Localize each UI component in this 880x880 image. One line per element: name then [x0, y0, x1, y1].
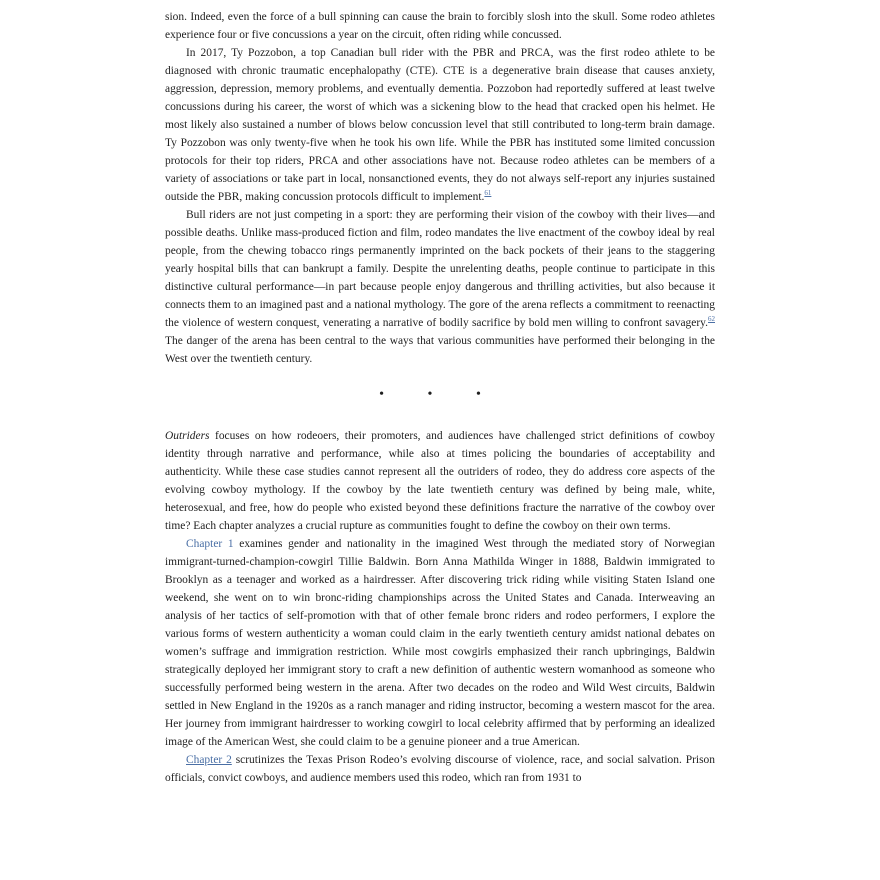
footnote-link-61[interactable]: 61: [484, 189, 492, 198]
paragraph-chapter-2: [165, 751, 715, 787]
paragraph-chapter-1-text: examines gender and nationality in the imagined West through the mediated story of Norwegian immigrant-turned-champion-cowgirl Tillie Baldwin. Born Anna Mathilda Winger in 1888, Baldwin immigrated to Brooklyn as a teenager and worked as a hairdresser. After discovering trick riding while visiting Staten Island one weekend, she went on to win bronc-riding championships across the United States and Canada. Interweaving an analysis of her tactics of self-promotion with that of other female bronc riders and rodeo performers, I explore the various forms of western authenticity a woman could claim in the early twentieth century amidst national debates on women’s suffrage and immigration restriction. While most cowgirls emphasized their ranch upbringings, Baldwin strategically deployed her immigrant story to craft a new definition of authentic western womanhood as someone who successfully performed being western in the arena. After two decades on the rodeo and Wild West circuits, Baldwin settled in New England in the 1920s as a ranch manager and riding instructor, becoming a western mascot for the area. Her journey from immigrant hairdresser to working cowgirl to local celebrity affirmed that by performing an idealized image of the American West, she could claim to be a genuine pioneer and a true American.: [165, 538, 715, 748]
paragraph-chapter-1: [165, 535, 715, 751]
paragraph-bull-riders: [165, 206, 715, 368]
paragraph-bull-riders-tail: The danger of the arena has been central to the ways that various communities have performed their belonging in the West over the twentieth century.: [165, 335, 715, 365]
paragraph-pozzobon-text: In 2017, Ty Pozzobon, a top Canadian bull rider with the PBR and PRCA, was the first rodeo athlete to be diagnosed with chronic traumatic encephalopathy (CTE). CTE is a degenerative brain disease that causes anxiety, aggression, depression, memory problems, and eventually dementia. Pozzobon had reportedly suffered at least twelve concussions during his career, the worst of which was a sickening blow to the head that cracked open his helmet. He most likely also sustained a number of blows below concussion level that still contributed to long-term brain damage. Ty Pozzobon was only twenty-five when he took his own life. While the PBR has instituted some limited concussion protocols for their top riders, PRCA and other associations have not. Because rodeo athletes can be members of a variety of associations or take part in local, nonsanctioned events, they do not always self-report any injuries sustained outside the PBR, making concussion protocols difficult to implement.: [165, 47, 715, 203]
chapter-2-link[interactable]: Chapter 2: [186, 754, 232, 766]
section-break-dots: • • •: [379, 387, 501, 402]
paragraph-outriders-intro: [165, 427, 715, 535]
paragraph-pozzobon: [165, 44, 715, 206]
footnote-link-62[interactable]: 62: [708, 315, 715, 324]
paragraph-outriders-intro-text: focuses on how rodeoers, their promoters, and audiences have challenged strict definitions of cowboy identity through narrative and performance, while also at times policing the boundaries of acceptability and authenticity. While these case studies cannot represent all the outriders of rodeo, they do address core aspects of the evolving cowboy mythology. If the cowboy by the late twentieth century was defined by being male, white, heterosexual, and free, how do people who existed beyond these definitions fracture the narrative of the cowboy over time? Each chapter analyzes a crucial rupture as communities fought to define the cowboy on their own terms.: [165, 430, 715, 532]
chapter-1-link[interactable]: Chapter 1: [186, 538, 234, 550]
book-page: [165, 8, 715, 787]
book-title-italic: Outriders: [165, 430, 210, 442]
paragraph-concussion-continued: sion. Indeed, even the force of a bull spinning can cause the brain to forcibly slosh into the skull. Some rodeo athletes experience four or five concussions a year on the circuit, often riding while concussed.: [165, 11, 715, 41]
paragraph-bull-riders-text: Bull riders are not just competing in a sport: they are performing their vision of the cowboy with their lives—and possible deaths. Unlike mass-produced fiction and film, rodeo mandates the live enactment of the cowboy ideal by real people, from the chewing tobacco rings permanently imprinted on the back pockets of their jeans to the staggering yearly hospital bills that can bankrupt a family. Despite the unrelenting deaths, people continue to participate in this distinctive cultural performance—in part because people enjoy dangerous and thrilling activities, but also because it connects them to an imagined past and a national mythology. The gore of the arena reflects a commitment to reenacting the violence of western conquest, venerating a narrative of bodily sacrifice by bold men willing to confront savagery.: [165, 209, 715, 329]
paragraph-chapter-2-text: scrutinizes the Texas Prison Rodeo’s evolving discourse of violence, race, and social salvation. Prison officials, convict cowboys, and audience members used this rodeo, which ran from 1931 to: [165, 754, 715, 784]
